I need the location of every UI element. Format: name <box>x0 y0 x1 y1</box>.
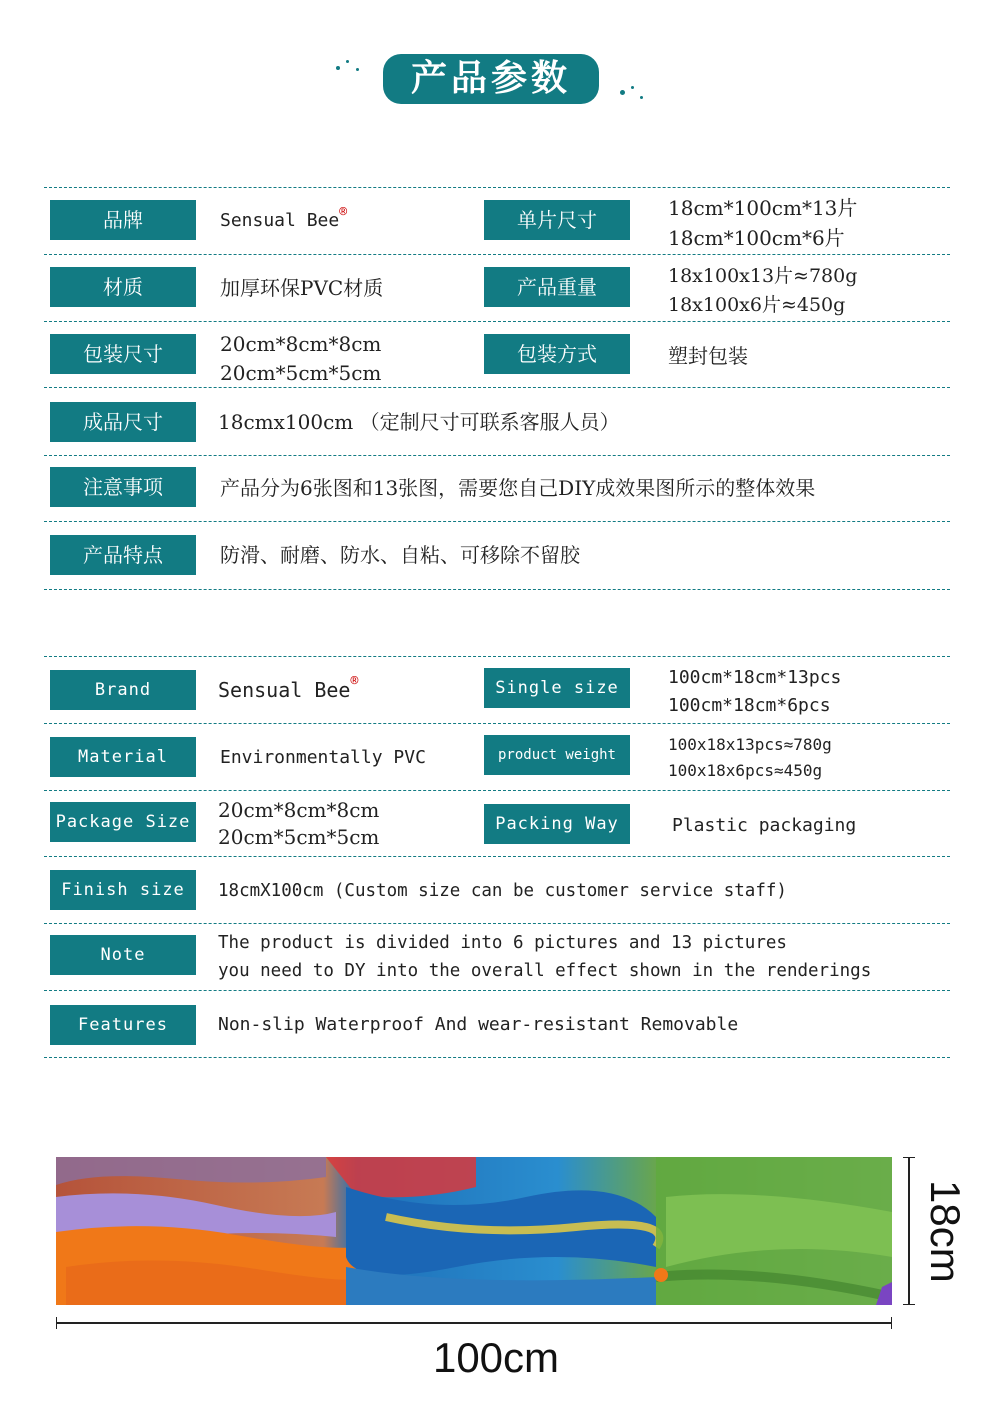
en-note-label: Note <box>50 935 196 975</box>
en-note-value-2: you need to DY into the overall effect shown in the renderings <box>218 961 872 981</box>
cn-finish-value: 18cmx100cm （定制尺寸可联系客服人员） <box>218 410 620 434</box>
cn-brand-label: 品牌 <box>50 200 196 240</box>
cn-material-label: 材质 <box>50 267 196 307</box>
en-weight-value-2: 100x18x6pcs≈450g <box>668 761 823 780</box>
cn-packing-value: 塑封包装 <box>668 344 748 368</box>
divider <box>44 923 950 924</box>
en-package-size-value-1: 20cm*8cm*8cm <box>218 798 380 822</box>
page-title: 产品参数 <box>383 54 599 104</box>
en-brand-value: Sensual Bee® <box>218 674 359 702</box>
divider <box>44 723 950 724</box>
cn-note-value: 产品分为6张图和13张图，需要您自己DIY成效果图所示的整体效果 <box>220 476 816 500</box>
cn-features-value: 防滑、耐磨、防水、自粘、可移除不留胶 <box>220 543 580 567</box>
en-weight-value-1: 100x18x13pcs≈780g <box>668 735 832 754</box>
en-packing-label: Packing Way <box>484 804 630 844</box>
height-dimension-label: 18cm <box>922 1180 969 1283</box>
divider <box>44 856 950 857</box>
decor-dot <box>336 66 340 70</box>
divider <box>44 589 950 590</box>
divider <box>44 790 950 791</box>
divider <box>44 387 950 388</box>
en-packing-value: Plastic packaging <box>672 815 857 836</box>
en-weight-label: product weight <box>484 735 630 775</box>
cn-note-label: 注意事项 <box>50 467 196 507</box>
header <box>0 50 1000 110</box>
en-size-value-1: 100cm*18cm*13pcs <box>668 667 842 688</box>
cn-size-label: 单片尺寸 <box>484 200 630 240</box>
cn-packing-label: 包装方式 <box>484 334 630 374</box>
divider <box>44 990 950 991</box>
en-note-value-1: The product is divided into 6 pictures and 13 pictures <box>218 933 787 953</box>
registered-mark: ® <box>350 674 359 689</box>
divider <box>44 521 950 522</box>
abstract-painting <box>56 1157 892 1305</box>
divider <box>44 187 950 188</box>
divider <box>44 254 950 255</box>
decor-dot <box>346 60 349 63</box>
en-package-size-label: Package Size <box>50 802 196 842</box>
en-material-value: Environmentally PVC <box>220 747 426 768</box>
width-dimension-label: 100cm <box>432 1334 560 1381</box>
divider <box>44 656 950 657</box>
cn-package-size-value-1: 20cm*8cm*8cm <box>220 332 382 356</box>
cn-finish-label: 成品尺寸 <box>50 402 196 442</box>
cn-weight-label: 产品重量 <box>484 267 630 307</box>
cn-size-value-1: 18cm*100cm*13片 <box>668 196 858 220</box>
cn-features-label: 产品特点 <box>50 535 196 575</box>
cn-weight-value-1: 18x100x13片≈780g <box>668 265 858 287</box>
divider <box>44 455 950 456</box>
height-dimension-line <box>908 1157 910 1305</box>
cn-package-size-label: 包装尺寸 <box>50 334 196 374</box>
en-finish-label: Finish size <box>50 870 196 910</box>
en-material-label: Material <box>50 737 196 777</box>
en-size-label: Single size <box>484 668 630 708</box>
en-brand-label: Brand <box>50 670 196 710</box>
product-image <box>56 1157 892 1305</box>
divider <box>44 1057 950 1058</box>
divider <box>44 321 950 322</box>
en-package-size-value-2: 20cm*5cm*5cm <box>218 825 380 849</box>
en-features-label: Features <box>50 1005 196 1045</box>
en-features-value: Non-slip Waterproof And wear-resistant Removable <box>218 1014 739 1035</box>
decor-dot <box>620 90 625 95</box>
decor-dot <box>640 96 643 99</box>
cn-size-value-2: 18cm*100cm*6片 <box>668 226 845 250</box>
width-dimension-line <box>56 1322 892 1324</box>
en-size-value-2: 100cm*18cm*6pcs <box>668 695 831 716</box>
decor-dot <box>631 86 634 89</box>
registered-mark: ® <box>339 205 348 220</box>
cn-material-value: 加厚环保PVC材质 <box>220 276 384 300</box>
cn-weight-value-2: 18x100x6片≈450g <box>668 294 846 316</box>
cn-brand-value: Sensual Bee® <box>220 205 348 231</box>
cn-package-size-value-2: 20cm*5cm*5cm <box>220 361 382 385</box>
en-finish-value: 18cmX100cm (Custom size can be customer service staff) <box>218 881 787 901</box>
decor-dot <box>356 68 359 71</box>
